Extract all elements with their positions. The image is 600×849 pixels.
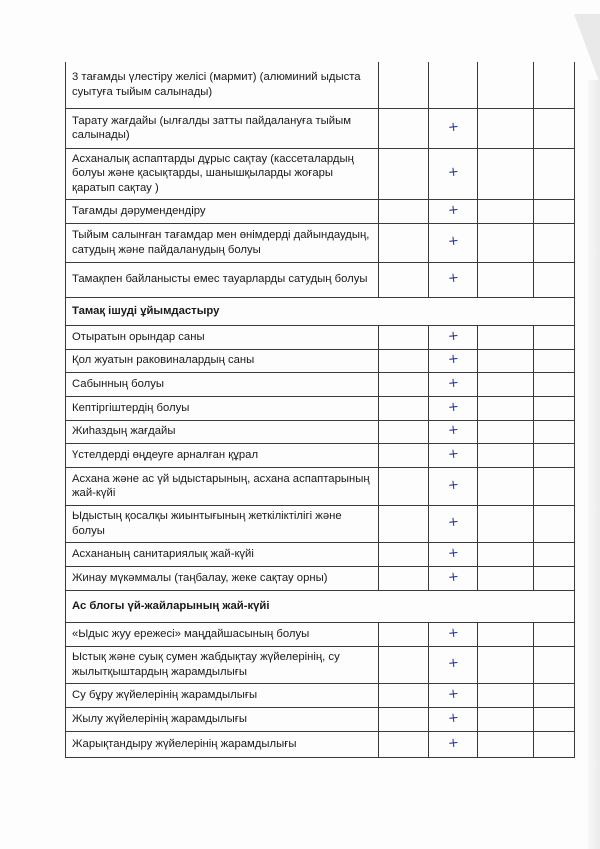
handwritten-plus-icon: + <box>446 710 460 727</box>
check-mark-cell <box>429 622 478 646</box>
empty-cell <box>478 443 534 467</box>
check-mark-cell <box>429 325 478 349</box>
empty-cell <box>478 707 534 731</box>
criterion-text: Кептіргіштердің болуы <box>66 396 379 420</box>
checklist-row <box>66 62 575 108</box>
check-mark-cell <box>429 443 478 467</box>
check-mark-cell <box>429 372 478 396</box>
checklist-row <box>66 731 575 757</box>
criterion-text: Су бұру жүйелерінің жарамдылығы <box>66 683 379 707</box>
handwritten-plus-icon: + <box>446 328 460 345</box>
check-mark-cell <box>429 148 478 199</box>
handwritten-plus-icon: + <box>446 446 460 463</box>
handwritten-plus-icon: + <box>446 735 460 752</box>
empty-cell <box>478 420 534 443</box>
criterion-text: Қол жуатын раковиналардың саны <box>66 349 379 372</box>
empty-cell <box>534 108 575 148</box>
empty-cell <box>478 262 534 297</box>
checklist-row <box>66 443 575 467</box>
criterion-text: Тыйым салынған тағамдар мен өнімдерді дайындаудың, сатудың және пайдаланудың болуы <box>66 223 379 262</box>
handwritten-plus-icon: + <box>446 422 460 439</box>
checklist-row <box>66 396 575 420</box>
empty-cell <box>379 646 429 683</box>
check-mark-cell <box>429 566 478 590</box>
section-title: Тамақ ішуді ұйымдастыру <box>66 297 575 325</box>
empty-cell <box>379 420 429 443</box>
empty-cell <box>478 731 534 757</box>
checklist-row <box>66 646 575 683</box>
empty-cell <box>478 542 534 566</box>
empty-cell <box>534 731 575 757</box>
empty-cell <box>534 325 575 349</box>
criterion-text: Тамақпен байланысты емес тауарларды сатудың болуы <box>66 262 379 297</box>
empty-cell <box>478 223 534 262</box>
empty-cell <box>534 566 575 590</box>
empty-cell <box>534 467 575 505</box>
empty-cell <box>478 646 534 683</box>
empty-cell <box>379 372 429 396</box>
empty-cell <box>379 731 429 757</box>
checklist-row <box>66 683 575 707</box>
empty-cell <box>534 707 575 731</box>
empty-cell <box>478 199 534 223</box>
empty-cell <box>534 622 575 646</box>
criterion-text: 3 тағамды үлестіру желісі (мармит) (алюминий ыдыста суытуға тыйым салынады) <box>66 62 379 108</box>
checklist-row <box>66 148 575 199</box>
empty-cell <box>379 566 429 590</box>
criterion-text: Асхана және ас үй ыдыстарының, асхана аспаптарының жай-күйі <box>66 467 379 505</box>
empty-cell <box>534 396 575 420</box>
scan-edge <box>588 80 600 849</box>
empty-cell <box>534 62 575 108</box>
handwritten-plus-icon: + <box>446 270 460 287</box>
section-header-row <box>66 590 575 622</box>
empty-cell <box>478 108 534 148</box>
check-mark-cell <box>429 223 478 262</box>
empty-cell <box>379 622 429 646</box>
empty-cell <box>379 148 429 199</box>
criterion-text: Жылу жүйелерінің жарамдылығы <box>66 707 379 731</box>
criterion-text: Асхананың санитариялық жай-күйі <box>66 542 379 566</box>
handwritten-plus-icon: + <box>446 655 460 672</box>
empty-cell <box>534 199 575 223</box>
handwritten-plus-icon: + <box>446 686 460 703</box>
checklist-row <box>66 108 575 148</box>
empty-cell <box>379 199 429 223</box>
empty-cell <box>534 443 575 467</box>
empty-cell <box>379 396 429 420</box>
handwritten-plus-icon: + <box>446 233 460 250</box>
inspection-checklist-table <box>65 62 575 758</box>
empty-cell <box>379 108 429 148</box>
handwritten-plus-icon: + <box>446 119 460 136</box>
checklist-row <box>66 707 575 731</box>
check-mark-cell <box>429 683 478 707</box>
empty-cell <box>478 396 534 420</box>
checklist-row <box>66 467 575 505</box>
checklist-row <box>66 349 575 372</box>
checklist-row <box>66 420 575 443</box>
check-mark-cell <box>429 707 478 731</box>
criterion-text: Отыратын орындар саны <box>66 325 379 349</box>
criterion-text: Ыстық және суық сумен жабдықтау жүйелерінің, су жылытқыштардың жарамдылығы <box>66 646 379 683</box>
empty-cell <box>478 372 534 396</box>
check-mark-cell <box>429 505 478 542</box>
empty-cell <box>478 349 534 372</box>
empty-cell <box>379 223 429 262</box>
handwritten-plus-icon: + <box>446 477 460 494</box>
criterion-text: Үстелдерді өңдеуге арналған құрал <box>66 443 379 467</box>
criterion-text: Сабынның болуы <box>66 372 379 396</box>
handwritten-plus-icon: + <box>446 351 460 368</box>
checklist-row <box>66 505 575 542</box>
empty-cell <box>379 505 429 542</box>
check-mark-cell <box>429 542 478 566</box>
empty-cell <box>534 542 575 566</box>
empty-cell <box>379 683 429 707</box>
check-mark-cell <box>429 731 478 757</box>
check-mark-cell <box>429 467 478 505</box>
criterion-text: Асханалық аспаптарды дұрыс сақтау (кассеталардың болуы және қасықтарды, шанышқыларды жоғары қаратып сақтау ) <box>66 148 379 199</box>
empty-cell <box>478 325 534 349</box>
empty-cell <box>379 262 429 297</box>
empty-cell <box>379 62 429 108</box>
empty-cell <box>379 707 429 731</box>
checklist-row <box>66 372 575 396</box>
checklist-row <box>66 223 575 262</box>
checklist-body <box>66 62 575 757</box>
empty-cell <box>379 443 429 467</box>
criterion-text: Жиһаздың жағдайы <box>66 420 379 443</box>
empty-cell <box>478 505 534 542</box>
checklist-row <box>66 199 575 223</box>
criterion-text: Ыдыстың қосалқы жиынтығының жеткіліктілігі және болуы <box>66 505 379 542</box>
handwritten-plus-icon: + <box>446 202 460 219</box>
handwritten-plus-icon: + <box>446 545 460 562</box>
section-title: Ас блогы үй-жайларының жай-күйі <box>66 590 575 622</box>
folded-corner <box>574 14 600 84</box>
handwritten-plus-icon: + <box>446 375 460 392</box>
handwritten-plus-icon: + <box>446 164 460 181</box>
check-mark-cell <box>429 420 478 443</box>
criterion-text: Жинау мүкәммалы (таңбалау, жеке сақтау орны) <box>66 566 379 590</box>
empty-cell <box>534 349 575 372</box>
empty-cell <box>379 467 429 505</box>
empty-cell <box>478 467 534 505</box>
checklist-row <box>66 542 575 566</box>
check-mark-cell <box>429 396 478 420</box>
checklist-row <box>66 622 575 646</box>
section-header-row <box>66 297 575 325</box>
empty-cell <box>534 505 575 542</box>
criterion-text: «Ыдыс жуу ережесі» маңдайшасының болуы <box>66 622 379 646</box>
check-mark-cell <box>429 199 478 223</box>
empty-cell <box>534 262 575 297</box>
empty-cell <box>379 325 429 349</box>
empty-cell <box>534 148 575 199</box>
empty-cell <box>478 622 534 646</box>
handwritten-plus-icon: + <box>446 514 460 531</box>
empty-cell <box>534 372 575 396</box>
handwritten-plus-icon: + <box>446 399 460 416</box>
empty-cell <box>478 62 534 108</box>
empty-cell <box>478 566 534 590</box>
check-mark-cell <box>429 262 478 297</box>
check-mark-cell <box>429 349 478 372</box>
empty-cell <box>534 683 575 707</box>
empty-cell <box>379 349 429 372</box>
checklist-row <box>66 325 575 349</box>
check-mark-cell <box>429 108 478 148</box>
criterion-text: Жарықтандыру жүйелерінің жарамдылығы <box>66 731 379 757</box>
checklist-row <box>66 566 575 590</box>
empty-cell <box>379 542 429 566</box>
criterion-text: Тарату жағдайы (ылғалды затты пайдалануға тыйым салынады) <box>66 108 379 148</box>
criterion-text: Тағамды дәрумендендіру <box>66 199 379 223</box>
empty-cell <box>534 646 575 683</box>
handwritten-plus-icon: + <box>446 625 460 642</box>
handwritten-plus-icon: + <box>446 569 460 586</box>
check-mark-cell <box>429 646 478 683</box>
empty-cell <box>478 148 534 199</box>
empty-cell <box>534 420 575 443</box>
checklist-row <box>66 262 575 297</box>
empty-cell <box>478 683 534 707</box>
empty-cell <box>534 223 575 262</box>
check-mark-cell <box>429 62 478 108</box>
